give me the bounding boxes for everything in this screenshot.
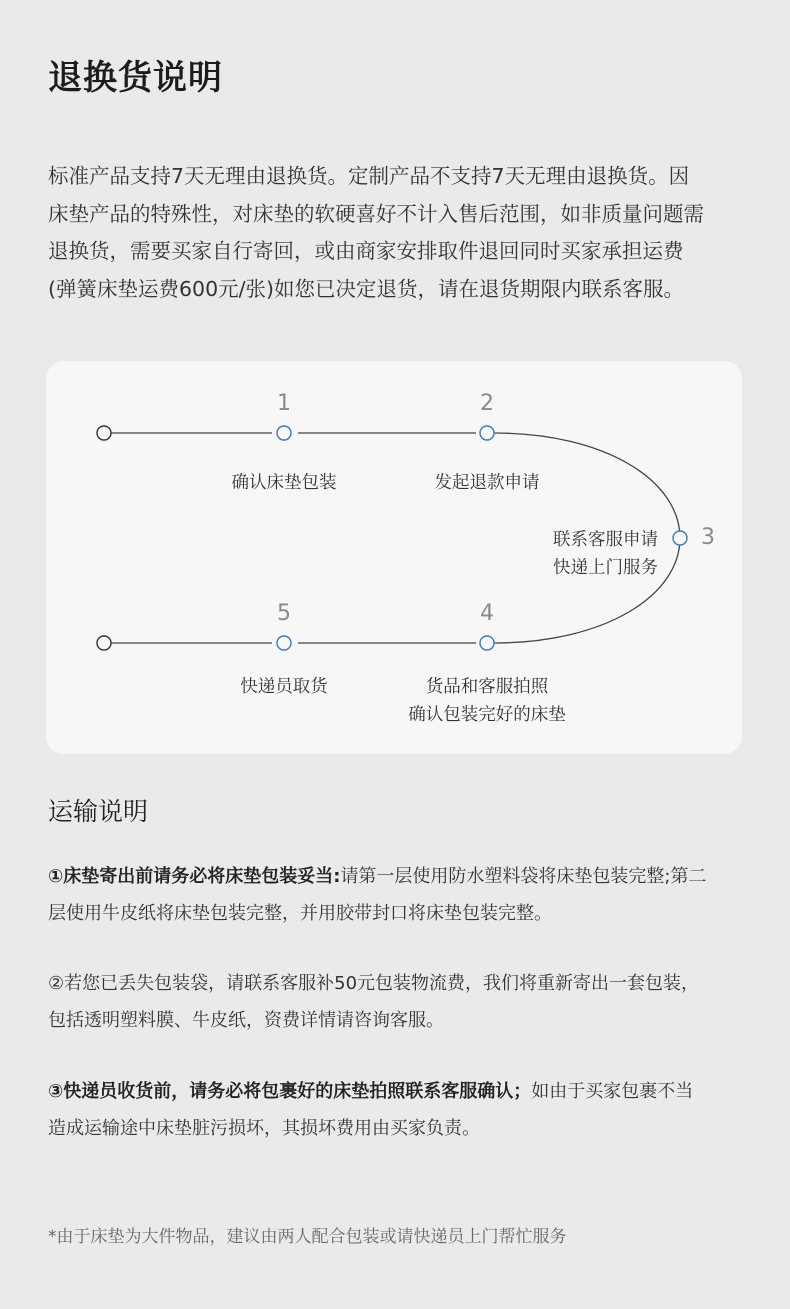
shipping-item-2-text: ②若您已丢失包装袋，请联系客服补50元包装物流费，我们将重新寄出一套包装，包括透明塑料膜、牛皮纸，资费详情请咨询客服。 [48,973,700,1031]
shipping-item-3-text: 如由于买家包裹不当造成运输途中床垫脏污损坏，其损坏费用由买家负责。 [48,1081,694,1139]
step-label-2-line: 发起退款申请 [434,473,540,493]
step-label-5 [164,673,404,701]
step-number-3: 3 [701,525,715,550]
shipping-item-3 [48,1073,708,1147]
step-label-3-line-1: 联系客服申请 [553,530,658,550]
step-label-3-line-2: 快递上门服务 [553,558,658,578]
flow-start-node-bottom [97,636,111,650]
step-number-4: 4 [480,601,494,626]
step-label-5-line: 快递员取货 [240,677,328,697]
step-label-4-line-1: 货品和客服拍照 [425,677,549,697]
step-label-2 [367,469,607,497]
shipping-item-1-bold: ①床垫寄出前请务必将床垫包装妥当: [48,866,341,887]
intro-text: 标准产品支持7天无理由退换货。定制产品不支持7天无理由退换货。因床垫产品的特殊性，对床垫的软硬喜好不计入售后范围，如非质量问题需退换货，需要买家自行寄回，或由商家安排取件退回同时买家承担运费 (弹簧床垫运费600元/张)如您已决定退货，请在退货期限内联系客服。 [48,164,704,301]
flow-node-5 [277,636,291,650]
shipping-item-2 [48,965,708,1039]
flow-node-3 [673,531,687,545]
step-number-1: 1 [277,391,291,416]
step-label-3 [553,526,658,582]
flow-node-2 [480,426,494,440]
step-number-5: 5 [277,601,291,626]
step-label-1-line: 确认床垫包装 [231,473,337,493]
flow-start-node-top [97,426,111,440]
shipping-item-1 [48,858,708,932]
step-number-2: 2 [480,391,494,416]
step-label-4-line-2: 确认包装完好的床垫 [408,705,566,725]
shipping-item-1-text: 请第一层使用防水塑料袋将床垫包装完整;第二层使用牛皮纸将床垫包装完整，并用胶带封口将床垫包装完整。 [48,866,707,924]
shipping-item-3-bold: ③快递员收货前，请务必将包裹好的床垫拍照联系客服确认； [48,1081,532,1102]
flow-node-1 [277,426,291,440]
page-title: 退换货说明 [48,58,223,98]
footnote: *由于床垫为大件物品，建议由两人配合包装或请快递员上门帮忙服务 [48,1227,567,1247]
shipping-title: 运输说明 [48,797,149,826]
return-flow-card [46,361,742,754]
flow-node-4 [480,636,494,650]
